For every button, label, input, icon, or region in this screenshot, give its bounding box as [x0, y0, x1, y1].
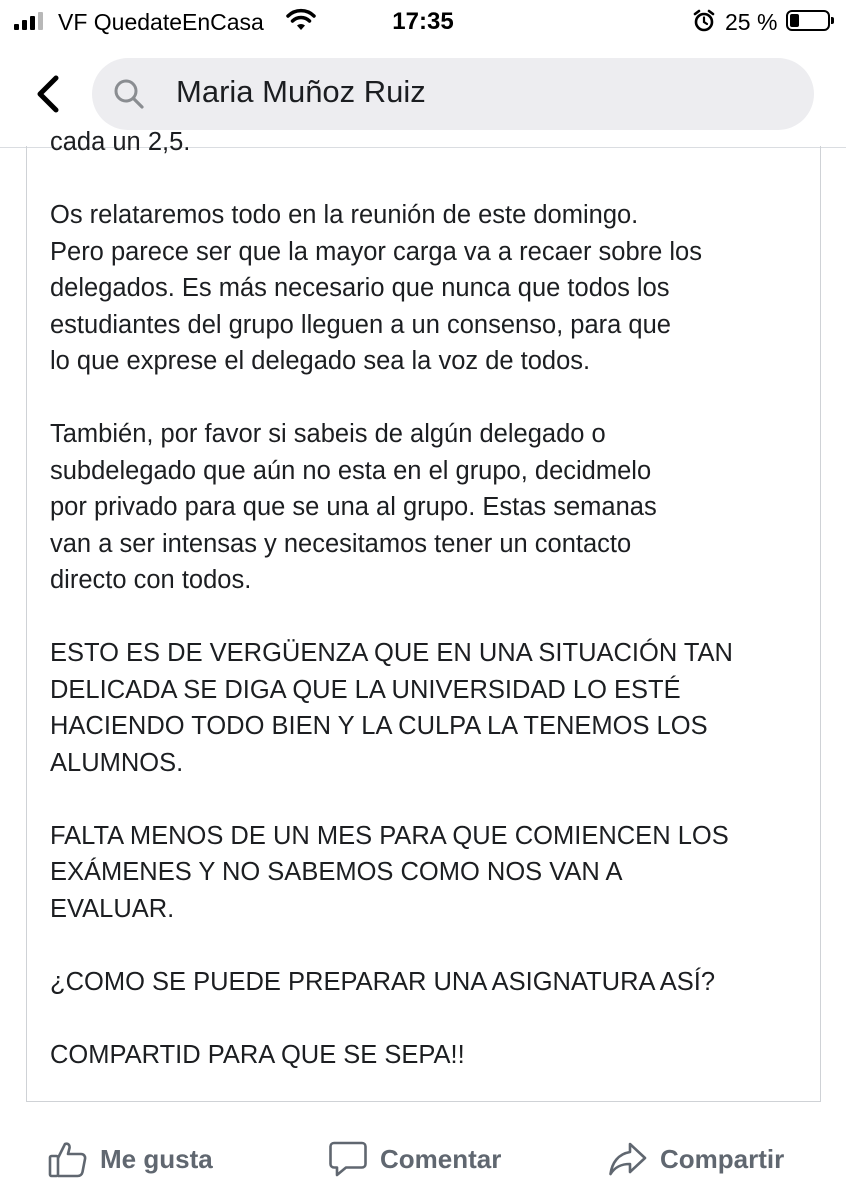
back-button[interactable]	[28, 72, 68, 116]
post-paragraph: cada un 2,5.	[50, 128, 191, 156]
thumbs-up-icon	[48, 1140, 88, 1178]
carrier-name: VF QuedateEnCasa	[58, 9, 264, 35]
search-icon	[112, 77, 146, 116]
status-bar	[0, 0, 846, 44]
share-label: Compartir	[660, 1143, 785, 1174]
like-label: Me gusta	[100, 1143, 213, 1174]
share-icon	[608, 1140, 648, 1178]
comment-label: Comentar	[380, 1143, 502, 1174]
comment-button[interactable]	[328, 1140, 501, 1178]
post-card	[26, 128, 821, 1102]
alarm-icon	[692, 9, 716, 38]
like-button[interactable]	[48, 1140, 213, 1178]
battery-fill	[790, 14, 799, 27]
post-paragraph: ESTO ES DE VERGÜENZA QUE EN UNA SITUACIÓN TAN DELICADA SE DIGA QUE LA UNIVERSIDAD LO ESTÉ HACIENDO TODO BIEN Y LA CULPA LA TENEMOS LOS ALUMNOS.	[50, 639, 733, 777]
post-paragraph: También, por favor si sabeis de algún delegado o subdelegado que aún no esta en el grupo, decidmelo por privado para que se una al grupo. Estas semanas van a ser intensas y necesitamos tener un contacto directo con todos.	[50, 420, 657, 594]
status-time: 17:35	[392, 8, 454, 35]
post-paragraph: Os relataremos todo en la reunión de este domingo. Pero parece ser que la mayor carga va a recaer sobre los delegados. Es más necesario que nunca que todos los estudiantes del grupo lleguen a un consenso, para que lo que exprese el delegado sea la voz de todos.	[50, 201, 702, 375]
post-paragraph: ¿COMO SE PUEDE PREPARAR UNA ASIGNATURA ASÍ?	[50, 967, 716, 996]
battery-icon	[786, 10, 830, 31]
post-paragraph: COMPARTID PARA QUE SE SEPA!!	[50, 1040, 465, 1069]
comment-icon	[328, 1140, 368, 1178]
search-query[interactable]: Maria Muñoz Ruiz	[176, 74, 426, 109]
post-paragraph: FALTA MENOS DE UN MES PARA QUE COMIENCEN LOS EXÁMENES Y NO SABEMOS COMO NOS VAN A EVALUAR.	[50, 821, 729, 923]
post-body	[50, 124, 810, 1110]
share-button[interactable]	[608, 1140, 784, 1178]
battery-percentage: 25 %	[725, 9, 778, 35]
back-arrow-icon	[28, 72, 68, 116]
post-action-bar	[0, 1130, 846, 1200]
